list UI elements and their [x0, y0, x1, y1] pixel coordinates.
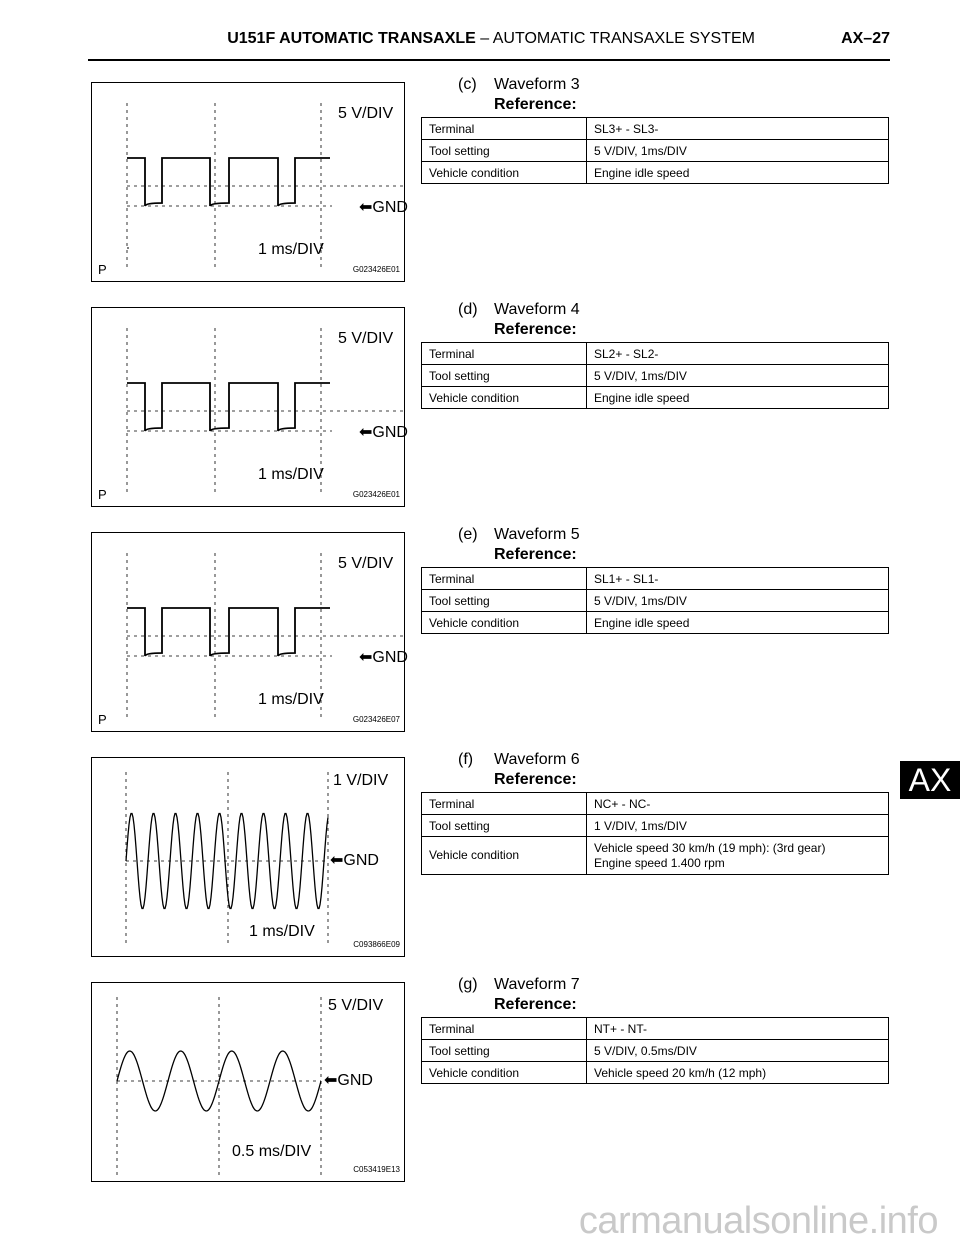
- figure-code: C093866E09: [353, 940, 400, 949]
- reference-label: Reference:: [494, 771, 577, 788]
- table-row: Tool setting 1 V/DIV, 1ms/DIV: [422, 815, 889, 837]
- figure-code: G023426E01: [352, 265, 400, 274]
- volt-div-label: 5 V/DIV: [338, 105, 394, 122]
- volt-div-label: 5 V/DIV: [338, 555, 394, 572]
- step-heading: (c) Waveform 3: [458, 76, 580, 93]
- table-row: Vehicle condition Engine idle speed: [422, 612, 889, 634]
- figure-code: C053419E13: [353, 1165, 400, 1174]
- table-row: Vehicle condition Engine idle speed: [422, 162, 889, 184]
- time-div-label: 1 ms/DIV: [258, 466, 324, 483]
- figure-corner-mark: P: [98, 487, 107, 502]
- table-row: Terminal NC+ - NC-: [422, 793, 889, 815]
- gnd-label: ⬅GND: [359, 424, 408, 441]
- gnd-label: ⬅GND: [359, 199, 408, 216]
- time-div-label: 1 ms/DIV: [258, 691, 324, 708]
- gnd-arrow-icon: ⬅: [324, 1072, 338, 1089]
- header-rule: [88, 59, 890, 61]
- time-div-label: 1 ms/DIV: [258, 241, 324, 258]
- step-heading: (g) Waveform 7: [458, 976, 580, 993]
- gnd-arrow-icon: ⬅: [359, 649, 373, 666]
- table-row: Vehicle condition Vehicle speed 20 km/h (12 mph): [422, 1062, 889, 1084]
- reference-label: Reference:: [494, 321, 577, 338]
- waveform-3-figure: [91, 82, 408, 282]
- table-row: Tool setting 5 V/DIV, 1ms/DIV: [422, 590, 889, 612]
- waveform-6-figure: [91, 757, 405, 957]
- reference-label: Reference:: [494, 996, 577, 1013]
- section-tab: AX: [900, 761, 960, 799]
- table-row: Terminal SL2+ - SL2-: [422, 343, 889, 365]
- table-row: Terminal SL1+ - SL1-: [422, 568, 889, 590]
- table-row: Tool setting 5 V/DIV, 0.5ms/DIV: [422, 1040, 889, 1062]
- table-row: Vehicle condition Engine idle speed: [422, 387, 889, 409]
- reference-label: Reference:: [494, 96, 577, 113]
- table-row: Vehicle condition Vehicle speed 30 km/h (19 mph): (3rd gear) Engine speed 1.400 rpm: [422, 837, 889, 875]
- table-row: Tool setting 5 V/DIV, 1ms/DIV: [422, 365, 889, 387]
- waveform-7-figure: [91, 982, 405, 1182]
- gnd-label: ⬅GND: [330, 852, 379, 869]
- gnd-label: ⬅GND: [324, 1072, 373, 1089]
- step-heading: (d) Waveform 4: [458, 301, 580, 318]
- figure-corner-mark: P: [98, 712, 107, 727]
- table-row: Tool setting 5 V/DIV, 1ms/DIV: [422, 140, 889, 162]
- watermark: carmanualsonline.info: [578, 1200, 938, 1242]
- gnd-arrow-icon: ⬅: [359, 424, 373, 441]
- volt-div-label: 5 V/DIV: [328, 997, 384, 1014]
- volt-div-label: 1 V/DIV: [333, 772, 389, 789]
- gnd-arrow-icon: ⬅: [359, 199, 373, 216]
- page-number: AX–27: [841, 30, 890, 47]
- volt-div-label: 5 V/DIV: [338, 330, 394, 347]
- page-header: [88, 30, 890, 62]
- spec-table: [421, 1017, 889, 1084]
- waveform-4-figure: [91, 307, 408, 507]
- reference-label: Reference:: [494, 546, 577, 563]
- figure-code: G023426E07: [352, 715, 400, 724]
- step-heading: (e) Waveform 5: [458, 526, 580, 543]
- waveform-5-figure: [91, 532, 408, 732]
- spec-table: [421, 342, 889, 409]
- spec-table: [421, 567, 889, 634]
- table-row: Terminal NT+ - NT-: [422, 1018, 889, 1040]
- spec-table: [421, 117, 889, 184]
- header-title: U151F AUTOMATIC TRANSAXLE – AUTOMATIC TRANSAXLE SYSTEM: [227, 30, 755, 47]
- gnd-arrow-icon: ⬅: [330, 852, 344, 869]
- gnd-label: ⬅GND: [359, 649, 408, 666]
- time-div-label: 0.5 ms/DIV: [232, 1143, 312, 1160]
- table-row: Terminal SL3+ - SL3-: [422, 118, 889, 140]
- figure-code: G023426E01: [352, 490, 400, 499]
- time-div-label: 1 ms/DIV: [249, 923, 315, 940]
- step-heading: (f) Waveform 6: [458, 751, 580, 768]
- figure-corner-mark: P: [98, 262, 107, 277]
- spec-table: [421, 792, 889, 875]
